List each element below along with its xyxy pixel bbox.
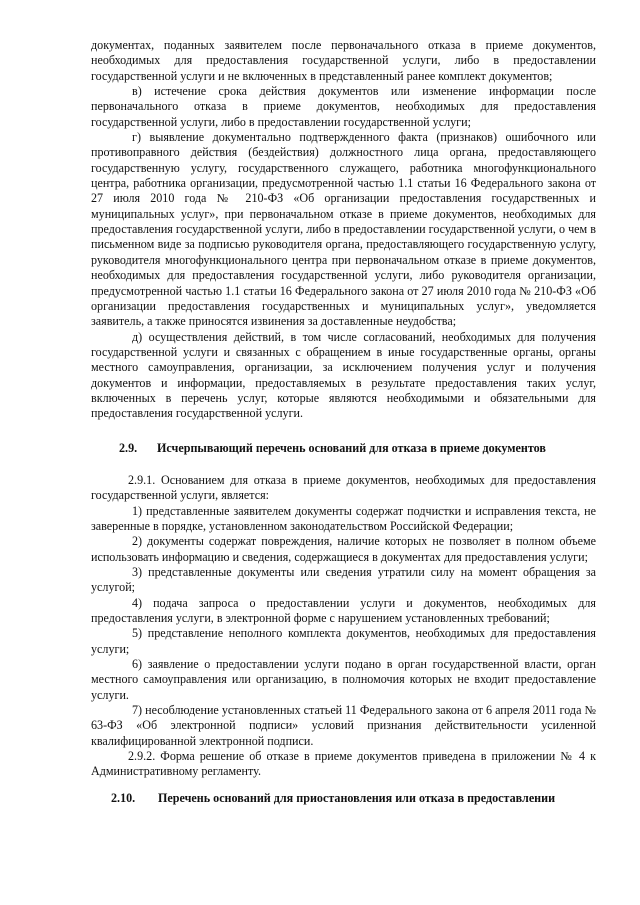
paragraph-item-d: д) осуществления действий, в том числе согласований, необходимых для получения государственной услуги и связанных с обращением в иные государственные органы, органы местного самоуправления, организации, за исключением получения услуг и получения документов и информации, предоставляемых в результате предоставления таких услуг, включенных в перечень услуг, которые являются необходимыми и обязательными для предоставления государственной услуги. xyxy=(91,329,596,421)
paragraph-continuation: документах, поданных заявителем после первоначального отказа в приеме документов, необходимых для предоставления государственной услуги, либо в предоставлении государственной услуги и не включенных в представленный ранее комплект документов; xyxy=(91,38,596,83)
section-number: 2.9. xyxy=(119,440,138,455)
paragraph-item-g: г) выявление документально подтвержденного факта (признаков) ошибочного или противоправного действия (бездействия) должностного лица органа, предоставляющего государственную услугу, государственного служащего, работника многофункционального центра, работника организации, предусмотренной частью 1.1 статьи 16 Федерального закона от 27 июля 2010 года № 210-ФЗ «Об организации предоставления государственных и муниципальных услуг», при первоначальном отказе в приеме документов, необходимых для предоставления государственной услуги, либо в предоставлении государственной услуги, о чем в письменном виде за подписью руководителя органа, предоставляющего государственную услугу, руководителя многофункционального центра при первоначальном отказе в приеме документов, необходимых для предоставления государственной услуги, либо руководителя организации, предусмотренной частью 1.1 статьи 16 Федерального закона от 27 июля 2010 года № 210-ФЗ «Об организации предоставления государственных и муниципальных услуг», уведомляется заявитель, а также приносятся извинения за доставленные неудобства; xyxy=(91,130,596,329)
section-title: Перечень оснований для приостановления или отказа в предоставлении xyxy=(158,790,556,805)
list-item-5: 5) представление неполного комплекта документов, необходимых для предоставления услуги; xyxy=(91,626,596,656)
paragraph-item-v: в) истечение срока действия документов или изменение информации после первоначального отказа в приеме документов, необходимых для предоставления государственной услуги, либо в предоставлении государственной услуги; xyxy=(91,84,596,129)
list-item-1: 1) представленные заявителем документы содержат подчистки и исправления текста, не заверенные в порядке, установленном законодательством Российской Федерации; xyxy=(91,503,596,533)
list-item-4: 4) подача запроса о предоставлении услуги и документов, необходимых для предоставления услуги, в электронной форме с нарушением установленных требований; xyxy=(91,595,596,626)
section-heading-2-9 xyxy=(91,441,596,456)
list-item-6: 6) заявление о предоставлении услуги подано в орган государственной власти, орган местного самоуправления или организацию, в полномочия которых не входит предоставление услуги. xyxy=(91,657,596,702)
paragraph-2-9-1: 2.9.1. Основанием для отказа в приеме документов, необходимых для предоставления государственной услуги, является: xyxy=(91,472,596,503)
section-title: Исчерпывающий перечень оснований для отказа в приеме документов xyxy=(157,440,546,455)
list-item-2: 2) документы содержат повреждения, наличие которых не позволяет в полном объеме использовать информацию и сведения, содержащиеся в документах для предоставления услуги; xyxy=(91,534,596,564)
list-item-3: 3) представленные документы или сведения утратили силу на момент обращения за услугой; xyxy=(91,565,596,595)
paragraph-2-9-2: 2.9.2. Форма решение об отказе в приеме документов приведена в приложении № 4 к Административному регламенту. xyxy=(91,749,596,779)
section-number: 2.10. xyxy=(111,790,136,805)
section-heading-2-10 xyxy=(91,791,596,806)
document-page xyxy=(91,38,596,823)
list-item-7: 7) несоблюдение установленных статьей 11 Федерального закона от 6 апреля 2011 года № 63-ФЗ «Об электронной подписи» условий признания действительности усиленной квалифицированной электронной подписи. xyxy=(91,703,596,748)
